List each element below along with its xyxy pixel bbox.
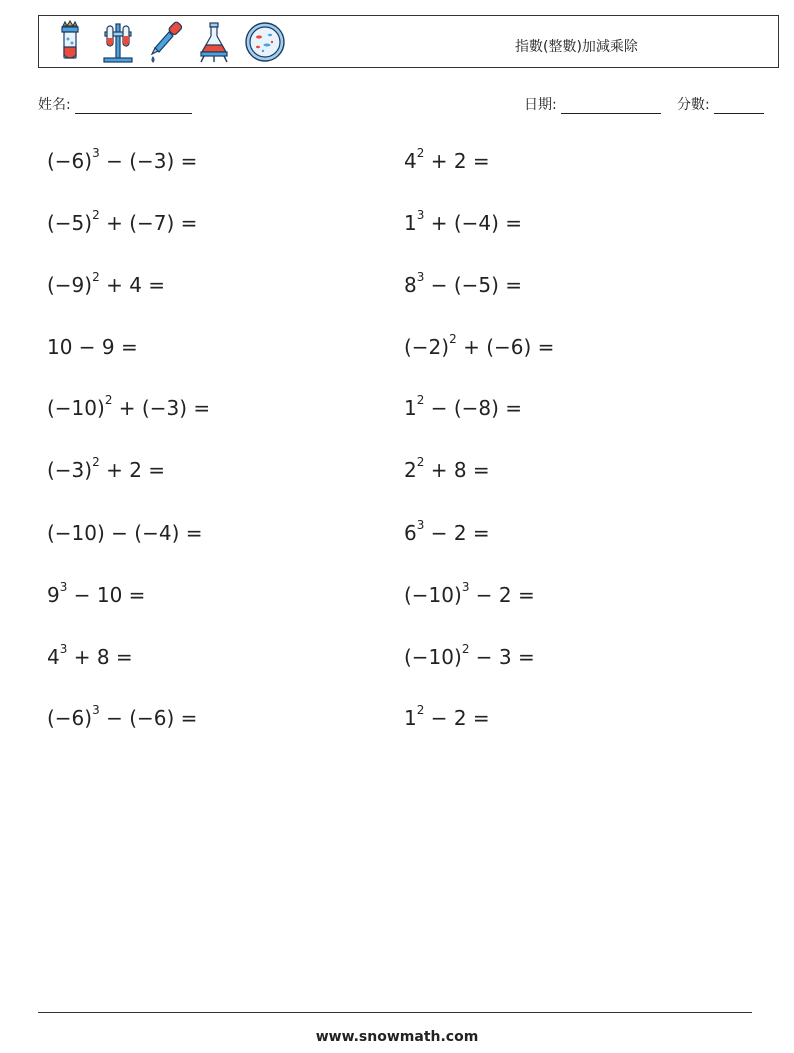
- score-label: 分數:: [677, 97, 710, 113]
- problem-16: $(-10)^3 - 2$ =: [404, 580, 535, 607]
- date-label: 日期:: [524, 97, 557, 113]
- problem-13: (−10) − (−4) =: [47, 521, 203, 545]
- problem-7: 10 − 9 =: [47, 335, 138, 359]
- problem-15: $9^3 - 10$ =: [47, 580, 146, 607]
- problem-12: $2^2 + 8$ =: [404, 455, 490, 482]
- problem-2: $4^2 + 2$ =: [404, 146, 490, 173]
- footer-url[interactable]: www.snowmath.com: [315, 1029, 479, 1045]
- problem-1: $(-6)^3 - (-3)$ =: [47, 146, 198, 173]
- problem-4: $1^3 + (-4)$ =: [404, 208, 523, 235]
- problem-8: $(-2)^2 + (-6)$ =: [404, 332, 555, 359]
- problem-6: $8^3 - (-5)$ =: [404, 270, 523, 297]
- problem-19: $(-6)^3 - (-6)$ =: [47, 703, 198, 730]
- problem-9: $(-10)^2 + (-3)$ =: [47, 393, 211, 420]
- problem-18: $(-10)^2 - 3$ =: [404, 642, 535, 669]
- problem-3: $(-5)^2 + (-7)$ =: [47, 208, 198, 235]
- problem-10: $1^2 - (-8)$ =: [404, 393, 523, 420]
- worksheet-title: 指數(整數)加減乘除: [515, 39, 638, 55]
- problem-11: $(-3)^2 + 2$ =: [47, 455, 166, 482]
- name-label: 姓名:: [38, 97, 71, 113]
- problem-5: $(-9)^2 + 4$ =: [47, 270, 166, 297]
- problem-14: $6^3 - 2$ =: [404, 518, 490, 545]
- problem-20: $1^2 - 2$ =: [404, 703, 490, 730]
- footer-divider: [38, 1012, 752, 1013]
- problem-17: $4^3 + 8$ =: [47, 642, 133, 669]
